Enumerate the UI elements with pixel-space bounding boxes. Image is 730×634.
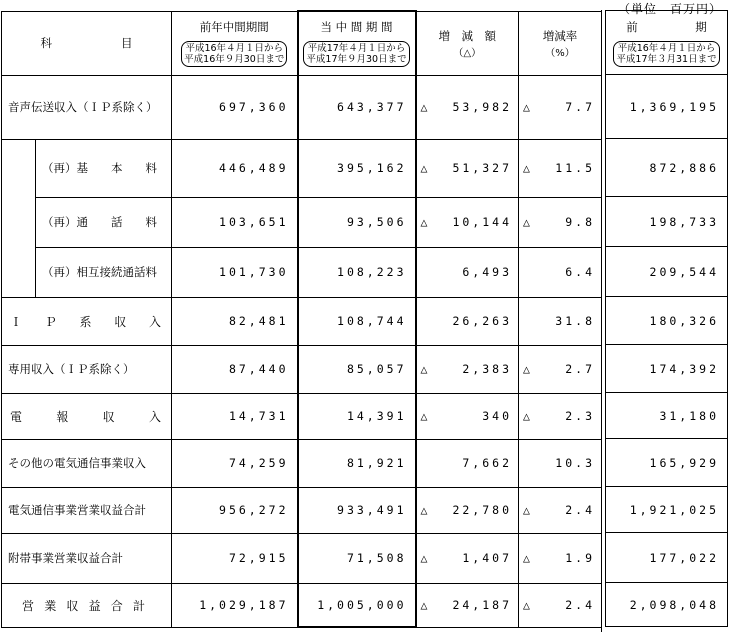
- curr-half-value: 81,921: [298, 439, 416, 487]
- table-row: [2, 297, 602, 345]
- rate-value: [519, 247, 602, 297]
- change-sub: （△）: [453, 47, 482, 59]
- prev-half-value: 74,259: [172, 439, 298, 487]
- rate-amount: 2.4: [565, 598, 595, 612]
- prev-year-value: 31,180: [606, 393, 728, 439]
- curr-half-period-to: 平成17年９月30日まで: [306, 54, 407, 66]
- rate-sign: △: [523, 100, 533, 114]
- row-label: （再）通 話 料: [36, 197, 172, 247]
- header-row: [2, 11, 602, 75]
- change-sign: △: [420, 598, 431, 612]
- rate-sign: △: [523, 551, 533, 565]
- curr-half-value: 85,057: [298, 345, 416, 393]
- rate-amount: 1.9: [565, 551, 595, 565]
- prev-half-period: [181, 41, 287, 67]
- row-label: その他の電気通信事業収入: [2, 439, 172, 487]
- change-sign: △: [420, 100, 431, 114]
- prev-half-value: 72,915: [172, 533, 298, 583]
- subject-header: 科 目: [2, 11, 172, 75]
- rate-value: [519, 345, 602, 393]
- curr-half-header: [298, 11, 416, 75]
- change-amount: 10,144: [452, 215, 512, 229]
- rate-value: [519, 487, 602, 533]
- curr-half-value: 108,744: [298, 297, 416, 345]
- prev-half-title: 前年中間期間: [199, 20, 269, 34]
- table-row: [2, 439, 602, 487]
- prev-half-value: 1,029,187: [172, 583, 298, 627]
- rate-value: [519, 297, 602, 345]
- row-label: 附帯事業営業収益合計: [2, 533, 172, 583]
- rate-value: [519, 197, 602, 247]
- rate-amount: 2.4: [565, 503, 595, 517]
- rate-header: [519, 11, 602, 75]
- rate-value: [519, 583, 602, 627]
- rate-amount: 2.7: [565, 362, 595, 376]
- rate-amount: 7.7: [565, 100, 595, 114]
- rate-sign: △: [523, 503, 533, 517]
- rate-sign: △: [523, 409, 533, 423]
- change-amount: 24,187: [452, 598, 512, 612]
- change-amount: 22,780: [452, 503, 512, 517]
- table-row: [2, 197, 602, 247]
- row-label-cell: [2, 393, 172, 439]
- prev-half-period-from: 平成16年４月１日から: [185, 43, 284, 54]
- prev-half-value: 446,489: [172, 139, 298, 197]
- revenue-table: [1, 10, 602, 628]
- change-title: 増 減 額: [438, 28, 496, 43]
- prev-year-title: 前 期: [626, 19, 707, 34]
- row-label: （再）基 本 料: [36, 139, 172, 197]
- prev-year-value: 1,921,025: [606, 487, 728, 533]
- curr-half-period: [303, 41, 409, 67]
- prev-year-header: [606, 11, 728, 75]
- prev-half-header: [172, 11, 298, 75]
- rate-sign: △: [523, 598, 533, 612]
- prev-year-value: 174,392: [606, 345, 728, 393]
- prev-year-value: 180,326: [606, 297, 728, 345]
- curr-half-value: 933,491: [298, 487, 416, 533]
- curr-half-title: 当 中 間 期 間: [320, 20, 393, 35]
- rate-amount: 6.4: [565, 265, 595, 279]
- change-amount: 340: [482, 409, 512, 423]
- change-amount: 2,383: [462, 362, 512, 376]
- rate-sign: △: [523, 161, 533, 175]
- prev-year-value: 2,098,048: [606, 583, 728, 627]
- rate-value: [519, 439, 602, 487]
- table-row: [2, 247, 602, 297]
- prev-half-value: 697,360: [172, 75, 298, 139]
- row-label-cell: [2, 297, 172, 345]
- change-value: [416, 197, 519, 247]
- prev-year-value: 209,544: [606, 247, 728, 297]
- prev-half-value: 14,731: [172, 393, 298, 439]
- prev-half-value: 87,440: [172, 345, 298, 393]
- prev-year-value: 1,369,195: [606, 75, 728, 139]
- indent-spacer: [2, 139, 36, 297]
- change-value: [416, 247, 519, 297]
- row-label: 音声伝送収入（ＩＰ系除く）: [2, 75, 172, 139]
- change-value: [416, 583, 519, 627]
- prev-year-period-to: 平成17年３月31日まで: [616, 53, 717, 65]
- curr-half-value: 93,506: [298, 197, 416, 247]
- change-value: [416, 533, 519, 583]
- change-sign: △: [420, 215, 431, 229]
- change-sign: △: [420, 362, 431, 376]
- column-separator: [601, 10, 602, 632]
- header-row: [606, 11, 728, 75]
- row-label: 電 報 収 入: [10, 409, 161, 424]
- prev-year-period: [613, 41, 719, 67]
- prev-half-period-to: 平成16年９月30日まで: [184, 54, 285, 65]
- rate-amount: 9.8: [565, 215, 595, 229]
- prev-half-value: 103,651: [172, 197, 298, 247]
- curr-half-value: 643,377: [298, 75, 416, 139]
- table-row: [2, 345, 602, 393]
- rate-sign: △: [523, 362, 533, 376]
- table-row: [2, 393, 602, 439]
- rate-title: 増減率: [542, 28, 578, 43]
- table-row: [2, 583, 602, 627]
- change-amount: 26,263: [452, 314, 512, 328]
- change-value: [416, 393, 519, 439]
- curr-half-period-from: 平成17年４月１日から: [307, 43, 406, 55]
- rate-amount: 2.3: [565, 409, 595, 423]
- table-row: [2, 533, 602, 583]
- row-label: （再）相互接続通話料: [36, 247, 172, 297]
- rate-value: [519, 393, 602, 439]
- curr-half-value: 395,162: [298, 139, 416, 197]
- rate-amount: 11.5: [555, 161, 595, 175]
- change-amount: 7,662: [462, 456, 512, 470]
- rate-value: [519, 75, 602, 139]
- curr-half-value: 1,005,000: [298, 583, 416, 627]
- change-amount: 51,327: [452, 161, 512, 175]
- curr-half-value: 14,391: [298, 393, 416, 439]
- rate-sign: △: [523, 215, 533, 229]
- prev-half-value: 101,730: [172, 247, 298, 297]
- prev-half-value: 82,481: [172, 297, 298, 345]
- change-value: [416, 487, 519, 533]
- prev-year-value: 165,929: [606, 439, 728, 487]
- change-sign: △: [420, 551, 431, 565]
- table-row: [2, 139, 602, 197]
- prev-year-period-from: 平成16年４月１日から: [617, 42, 716, 54]
- row-label: Ｉ Ｐ 系 収 入: [10, 314, 161, 329]
- curr-half-value: 108,223: [298, 247, 416, 297]
- change-amount: 6,493: [462, 265, 512, 279]
- rate-value: [519, 139, 602, 197]
- change-sign: △: [420, 409, 431, 423]
- prev-year-table: [605, 10, 728, 627]
- row-label: 専用収入（ＩＰ系除く）: [2, 345, 172, 393]
- prev-year-value: 198,733: [606, 197, 728, 247]
- prev-half-value: 956,272: [172, 487, 298, 533]
- prev-year-value: 177,022: [606, 533, 728, 583]
- rate-sub: （%）: [545, 47, 575, 59]
- table-row: [2, 487, 602, 533]
- change-sign: △: [420, 161, 431, 175]
- rate-amount: 10.3: [555, 456, 595, 470]
- change-value: [416, 139, 519, 197]
- row-label-cell: [2, 583, 172, 627]
- rate-value: [519, 533, 602, 583]
- change-value: [416, 439, 519, 487]
- table-row: [2, 75, 602, 139]
- change-header: [416, 11, 519, 75]
- row-label: 電気通信事業営業収益合計: [2, 487, 172, 533]
- change-sign: △: [420, 503, 431, 517]
- row-label: 営 業 収 益 合 計: [22, 598, 145, 613]
- change-value: [416, 75, 519, 139]
- unit-label: （単位 百万円）: [617, 2, 722, 16]
- change-amount: 53,982: [452, 100, 512, 114]
- prev-year-value: 872,886: [606, 139, 728, 197]
- change-value: [416, 297, 519, 345]
- change-value: [416, 345, 519, 393]
- curr-half-value: 71,508: [298, 533, 416, 583]
- rate-amount: 31.8: [555, 314, 595, 328]
- change-amount: 1,407: [462, 551, 512, 565]
